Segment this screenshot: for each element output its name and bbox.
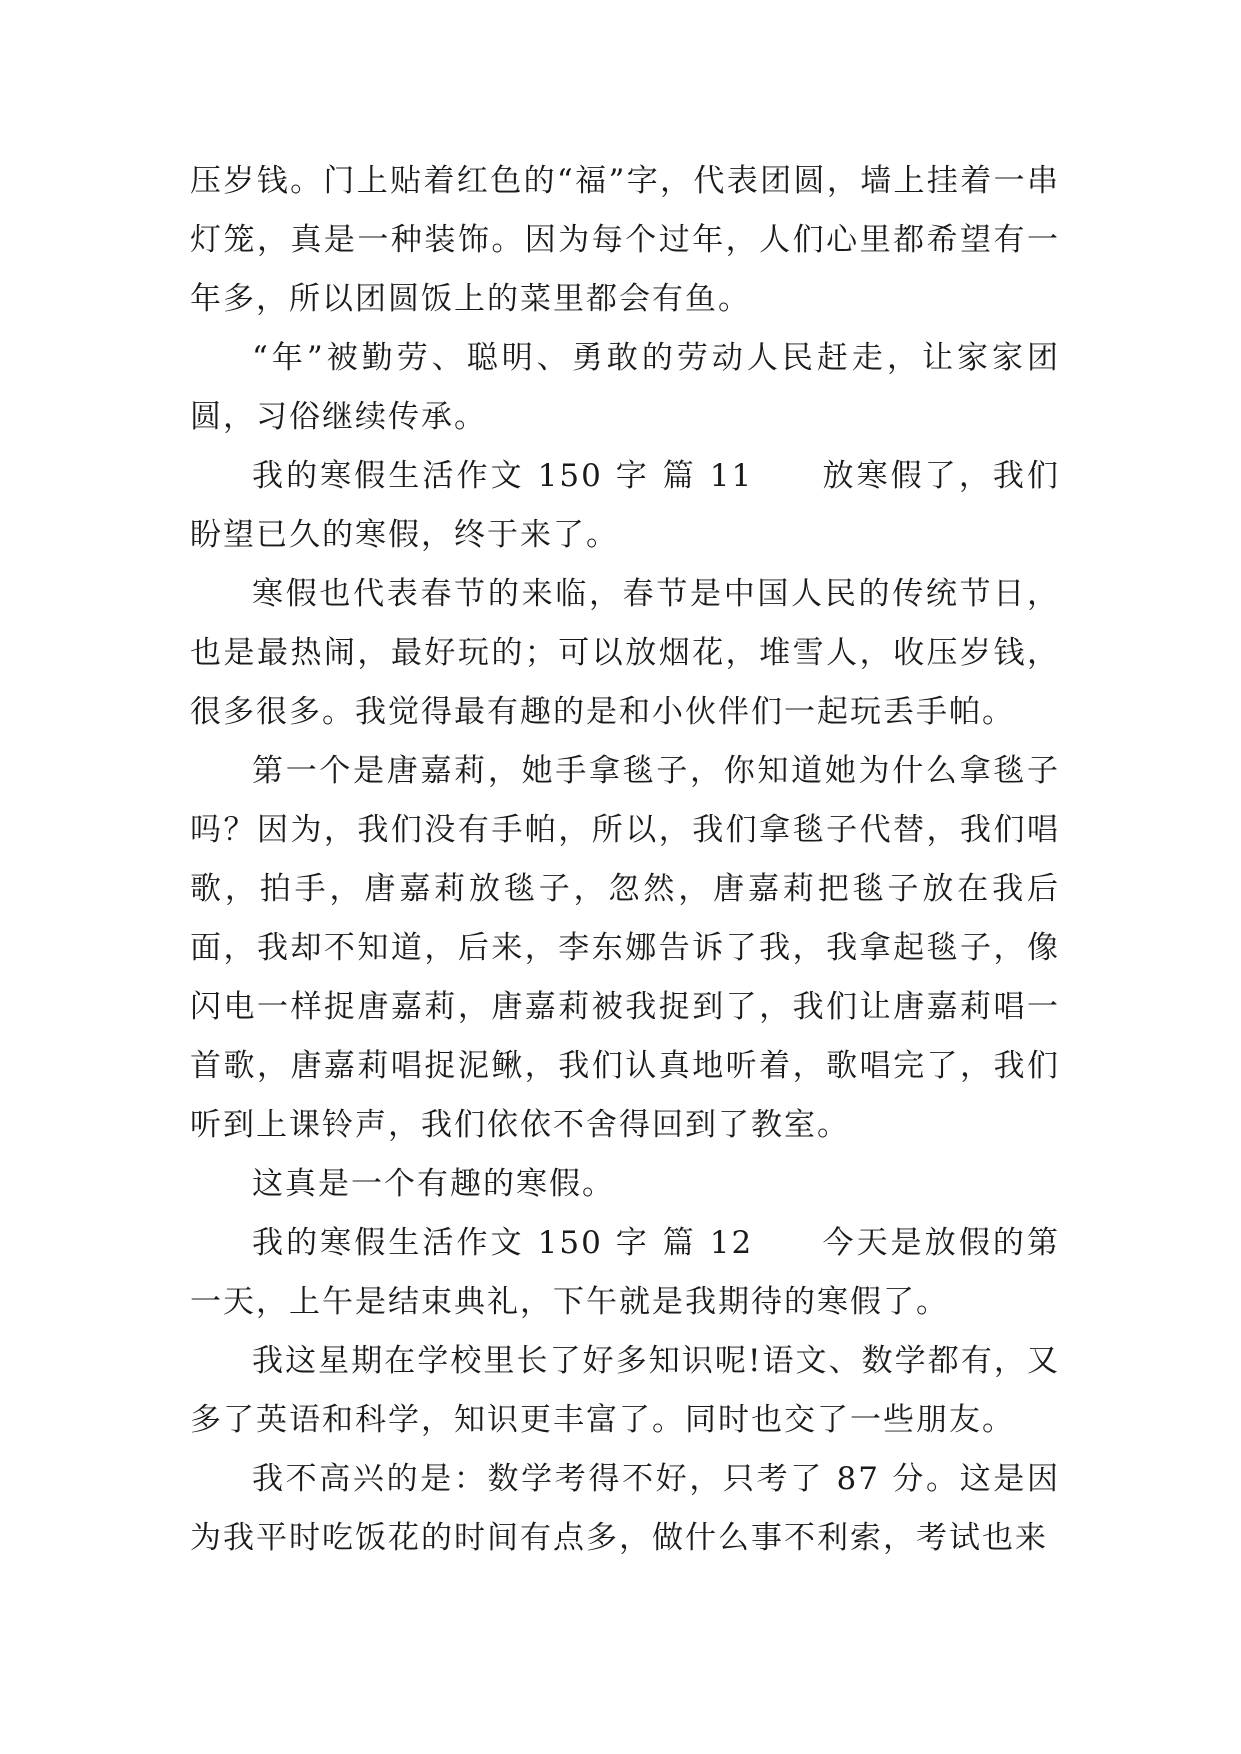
paragraph: 这真是一个有趣的寒假。 xyxy=(252,1166,615,1202)
paragraph: 我的寒假生活作文 150 字 篇 11 放寒假了，我们盼望已久的寒假，终于来了。 xyxy=(190,458,1060,553)
paragraph: 我这星期在学校里长了好多知识呢!语文、数学都有，又多了英语和科学，知识更丰富了。同时也交了一些朋友。 xyxy=(190,1343,1060,1438)
paragraph: “年”被勤劳、聪明、勇敢的劳动人民赶走，让家家团圆，习俗继续传承。 xyxy=(190,340,1060,435)
paragraph: 我不高兴的是：数学考得不好，只考了 87 分。这是因为我平时吃饭花的时间有点多，做什么事不利索，考试也来 xyxy=(190,1461,1060,1556)
paragraph: 压岁钱。门上贴着红色的“福”字，代表团圆，墙上挂着一串灯笼，真是一种装饰。因为每个过年，人们心里都希望有一年多，所以团圆饭上的菜里都会有鱼。 xyxy=(190,163,1060,317)
paragraph: 第一个是唐嘉莉，她手拿毯子，你知道她为什么拿毯子吗？因为，我们没有手帕，所以，我们拿毯子代替，我们唱歌，拍手，唐嘉莉放毯子，忽然，唐嘉莉把毯子放在我后面，我却不知道，后来，李东娜告诉了我，我拿起毯子，像闪电一样捉唐嘉莉，唐嘉莉被我捉到了，我们让唐嘉莉唱一首歌，唐嘉莉唱捉泥鳅，我们认真地听着，歌唱完了，我们听到上课铃声，我们依依不舍得回到了教室。 xyxy=(190,753,1060,1143)
paragraph: 寒假也代表春节的来临，春节是中国人民的传统节日，也是最热闹，最好玩的；可以放烟花，堆雪人，收压岁钱，很多很多。我觉得最有趣的是和小伙伴们一起玩丢手帕。 xyxy=(190,576,1060,730)
paragraph: 我的寒假生活作文 150 字 篇 12 今天是放假的第一天，上午是结束典礼，下午就是我期待的寒假了。 xyxy=(190,1225,1060,1320)
document-body xyxy=(190,152,1060,1568)
